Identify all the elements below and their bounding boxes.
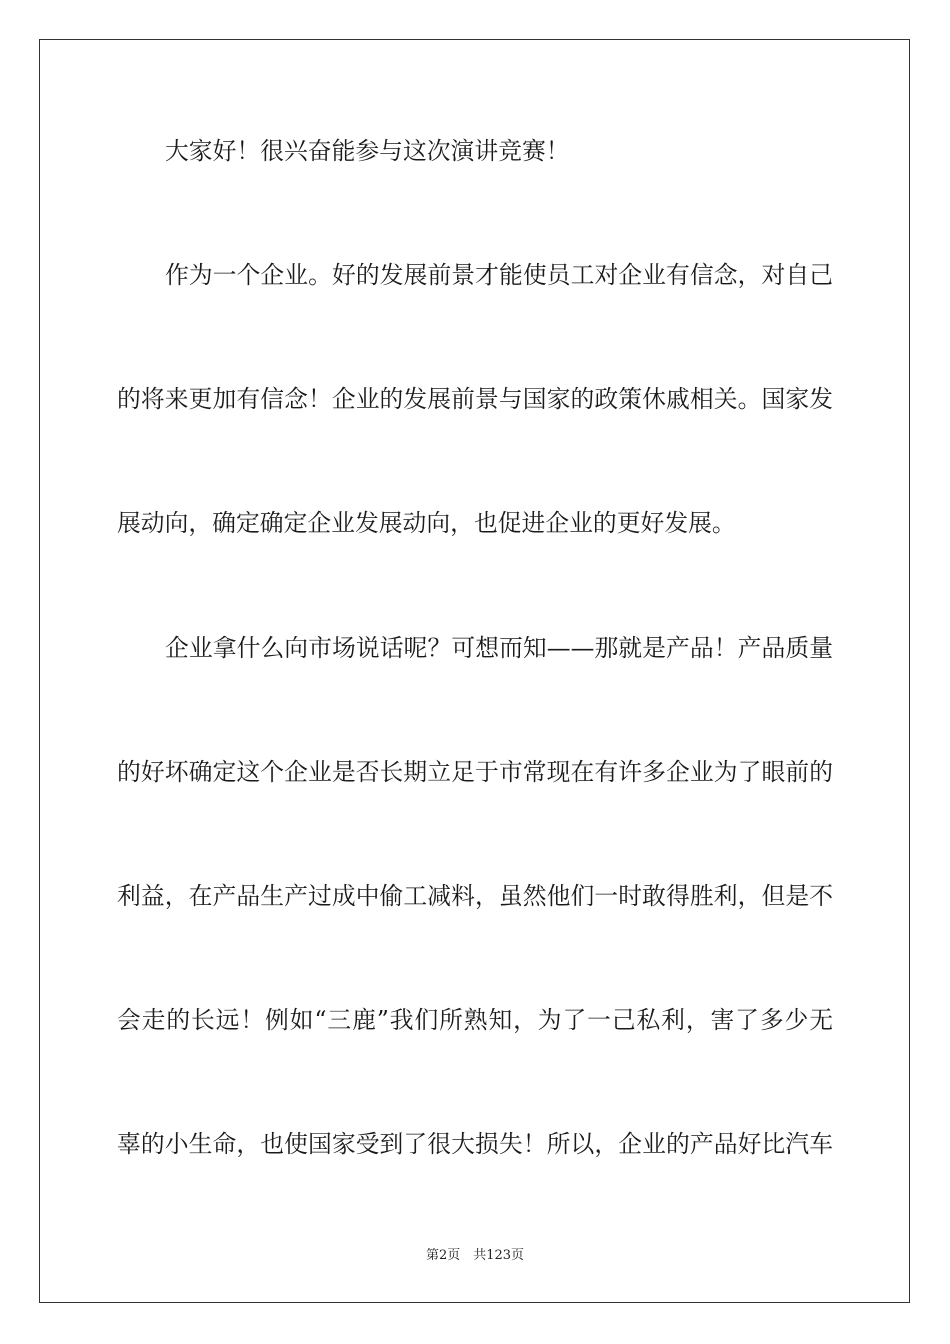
page-number-footer: 第2页 共123页: [425, 1248, 525, 1263]
page-border: [39, 39, 910, 1303]
paragraph-3-line-2: 的好坏确定这个企业是否长期立足于市常现在有许多企业为了眼前的: [117, 758, 833, 786]
paragraph-3-line-4: 会走的长远！例如“三鹿”我们所熟知，为了一己私利，害了多少无: [117, 1006, 833, 1034]
paragraph-2-line-1: 作为一个企业。好的发展前景才能使员工对企业有信念，对自己: [165, 261, 833, 289]
paragraph-2-line-3: 展动向，确定确定企业发展动向，也促进企业的更好发展。: [117, 509, 736, 537]
paragraph-3-line-5: 辜的小生命，也使国家受到了很大损失！所以，企业的产品好比汽车: [117, 1130, 833, 1158]
paragraph-2-line-2: 的将来更加有信念！企业的发展前景与国家的政策休戚相关。国家发: [117, 385, 833, 413]
paragraph-3-line-1: 企业拿什么向市场说话呢？可想而知——那就是产品！产品质量: [165, 634, 833, 662]
paragraph-1-line-1: 大家好！很兴奋能参与这次演讲竞赛！: [165, 137, 570, 165]
paragraph-3-line-3: 利益，在产品生产过成中偷工减料，虽然他们一时敢得胜利，但是不: [117, 882, 833, 910]
